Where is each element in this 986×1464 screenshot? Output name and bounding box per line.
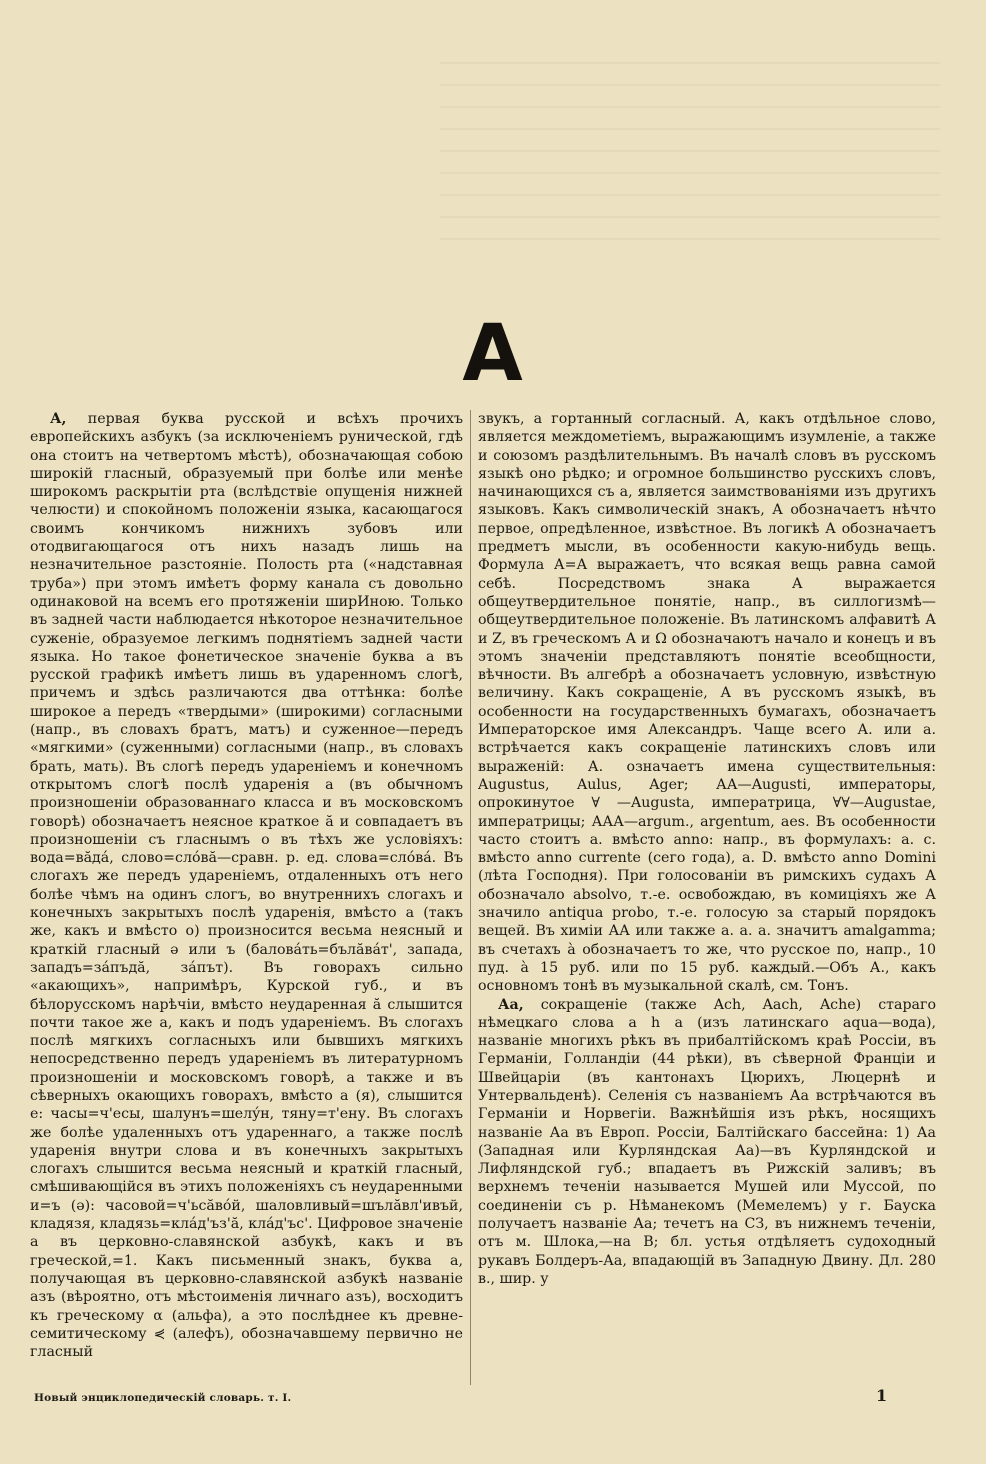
article-term: Аа, [498, 996, 524, 1013]
article-text: первая буква русской и всѣхъ прочихъ европейскихъ азбукъ (за исключенiемъ рунической, гдѣ она стоитъ на четвертомъ мѣстѣ), обозначающая собою широкiй гласный, образуемый при болѣе или менѣе широкомъ раскрытiи рта (вслѣдствiе опущенiя нижней челюсти) и спокойномъ положенiи языка, касающагося своимъ кончикомъ нижнихъ зубовъ или отодвигающагося отъ нихъ назадъ лишь на незначительное разстоянiе. Полость рта («надставная труба») при этомъ имѣетъ форму канала съ довольно одинаковой на всемъ его протяженiи ширИною. Только въ задней части наблюдается нѣкоторое незначительное суженiе, образуемое легкимъ поднятiемъ задней части языка. Но такое фонетическое значенiе буква а въ русской графикѣ имѣетъ лишь въ ударенномъ слогѣ, причемъ и здѣсь различаются два оттѣнка: болѣе широкое а передъ «твердыми» (широкими) согласными (напр., въ словахъ братъ, матъ) и суженное—передъ «мягкими» (суженными) согласными (напр., въ словахъ брать, мать). Въ слогѣ передъ ударенiемъ и конечномъ открытомъ слогѣ послѣ ударенiя а (въ обычномъ произношенiи образованнаго класса и въ московскомъ говорѣ) обозначаетъ неясное краткое ă и совпадаетъ въ произношенiи съ гласнымъ о въ тѣхъ же условiяхъ: вода=вăдá, слово=слóвă—сравн. р. ед. слова=слóвá. Въ слогахъ же передъ ударенiемъ, отдаленныхъ отъ него болѣе чѣмъ на одинъ слогъ, во внутреннихъ слогахъ и конечныхъ закрытыхъ послѣ ударенiя, вмѣсто а (такъ же, какъ и вмѣсто о) произносится весьма неясный и краткiй гласный ә или ъ (баловáть=бълăвáт', запада, западъ=зáпъдă, зáпът). Въ говорахъ сильно «акающихъ», напримѣръ, Курской губ., и въ бѣлорусскомъ нарѣчiи, вмѣсто неударенная ă слышится почти такое же а, какъ и подъ ударенiемъ. Въ слогахъ послѣ мягкихъ согласныхъ или бывшихъ мягкихъ непосредственно передъ ударенiемъ въ литературномъ произношенiи и московскомъ говорѣ, а также и въ сѣверныхъ окающихъ говорахъ, вмѣсто а (я), слышится е: часы=ч'есы, шалунъ=шелýн, тяну=т'ену. Въ слогахъ же болѣе удаленныхъ отъ удареннаго, а также послѣ ударенiя внутри слова и въ конечныхъ закрытыхъ слогахъ слышится весьма неясный и краткiй гласный, смѣшивающiйся въ этихъ положенiяхъ съ неударенными и=ъ (ә): часовой=ч'ьсăвóй, шаловливый=шълăвл'ивъй, кладязя, кладязь=клáд'ъз'ă, клáд'ъс'. Цифровое значенiе а въ церковно-славянской азбукѣ, какъ и въ греческой,=1. Какъ письменный знакъ, буква а, получающая въ церковно-славянской азбукѣ названiе азъ (вѣроятно, отъ мѣстоименiя личнаго азъ), восходитъ къ греческому α (альфа), а это послѣднее къ древне-семитическому ⋞ (алефъ), обозначавшему первично не гласный [30, 411, 463, 1361]
article-text: звукъ, а гортанный согласный. А, какъ отдѣльное слово, является междометiемъ, выражающимъ изумленiе, а также и союзомъ раздѣлительнымъ. Въ началѣ словъ въ русскомъ языкѣ оно рѣдко; и огромное большинство русскихъ словъ, начинающихся съ а, является заимствованiями изъ другихъ языковъ. Какъ символическiй знакъ, А обозначаетъ нѣчто первое, опредѣленное, извѣстное. Въ логикѣ А обозначаетъ предметъ мысли, въ особенности какую-нибудь вещь. Формула А=А выражаетъ, что всякая вещь равна самой себѣ. Посредствомъ знака А выражается общеутвердительное понятiе, напр., въ силлогизмѣ—общеутвердительное положенiе. Въ латинскомъ алфавитѣ А и Z, въ греческомъ А и Ω обозначаютъ начало и конецъ и въ этомъ значенiи представляютъ понятiе всеобщности, вѣчности. Въ алгебрѣ а обозначаетъ условную, извѣстную величину. Какъ сокращенiе, А въ русскомъ языкѣ, въ особенности на государственныхъ бумагахъ, обозначаетъ Императорское имя Александръ. Чаще всего А. или а. встрѣчается какъ сокращенiе латинскихъ словъ или выраженiй: А. означаетъ имена существительныя: Augustus, Aulus, Ager; АА—Augusti, императоры, опрокинутое ∀ —Augusta, императрица, ∀∀—Augustae, императрицы; ААА—argum., argentum, aes. Въ особенности часто стоитъ а. вмѣсто anno: напр., въ формулахъ: а. с. вмѣсто anno currente (сего года), а. D. вмѣсто anno Domini (лѣта Господня). При голосованiи въ римскихъ судахъ А обозначало absolvo, т.-е. освобождаю, въ комицiяхъ же А значило antiqua probo, т.-е. голосую за старый порядокъ вещей. Въ химiи АА или также а. а. а. значитъ amalgamma; въ счетахъ à обозначаетъ то же, что русское по, напр., 10 пуд. à 15 руб. или по 15 руб. каждый.—Объ А., какъ основномъ тонѣ въ музыкальной скалѣ, см. Тонъ. [478, 411, 936, 995]
running-footer-title: Новый энциклопедическiй словарь. т. I. [34, 1392, 292, 1404]
article-term: А, [50, 411, 67, 427]
left-column [30, 410, 463, 1390]
right-column [478, 410, 936, 1390]
page-number: 1 [876, 1386, 888, 1405]
article-paragraph [478, 996, 936, 1289]
section-heading: А [462, 309, 524, 399]
bleed-through-shading [440, 60, 940, 240]
column-divider [470, 410, 471, 1385]
article-text: сокращенiе (также Ach, Aach, Ache) стараго нѣмецкаго слова a h a (изъ латинскаго aqua—вода), названiе многихъ рѣкъ въ прибалтiйскомъ краѣ Россiи, въ Германiи, Голландiи (44 рѣки), въ сѣверной Францiи и Швейцарiи (въ кантонахъ Цюрихъ, Люцернѣ и Унтервальденѣ). Селенiя съ названiемъ Аа встрѣчаются въ Германiи и Норвегiи. Важнѣйшiя изъ рѣкъ, носящихъ названiе Аа въ Европ. Россiи, Балтiйскаго бассейна: 1) Аа (Западная или Курляндская Аа)—въ Курляндской и Лифляндской губ.; впадаетъ въ Рижскiй заливъ; въ верхнемъ теченiи называется Мушей или Муссой, по соединенiи съ р. Нѣманекомъ (Мемелемъ) у г. Бауска получаетъ названiе Аа; течетъ на СЗ, въ нижнемъ теченiи, отъ м. Шлока,—на В; бл. устья отдѣляетъ судоходный рукавъ Болдеръ-Аа, впадающiй въ Западную Двину. Дл. 280 в., шир. у [478, 996, 936, 1287]
article-paragraph-continued [478, 410, 936, 996]
article-paragraph [30, 410, 463, 1361]
